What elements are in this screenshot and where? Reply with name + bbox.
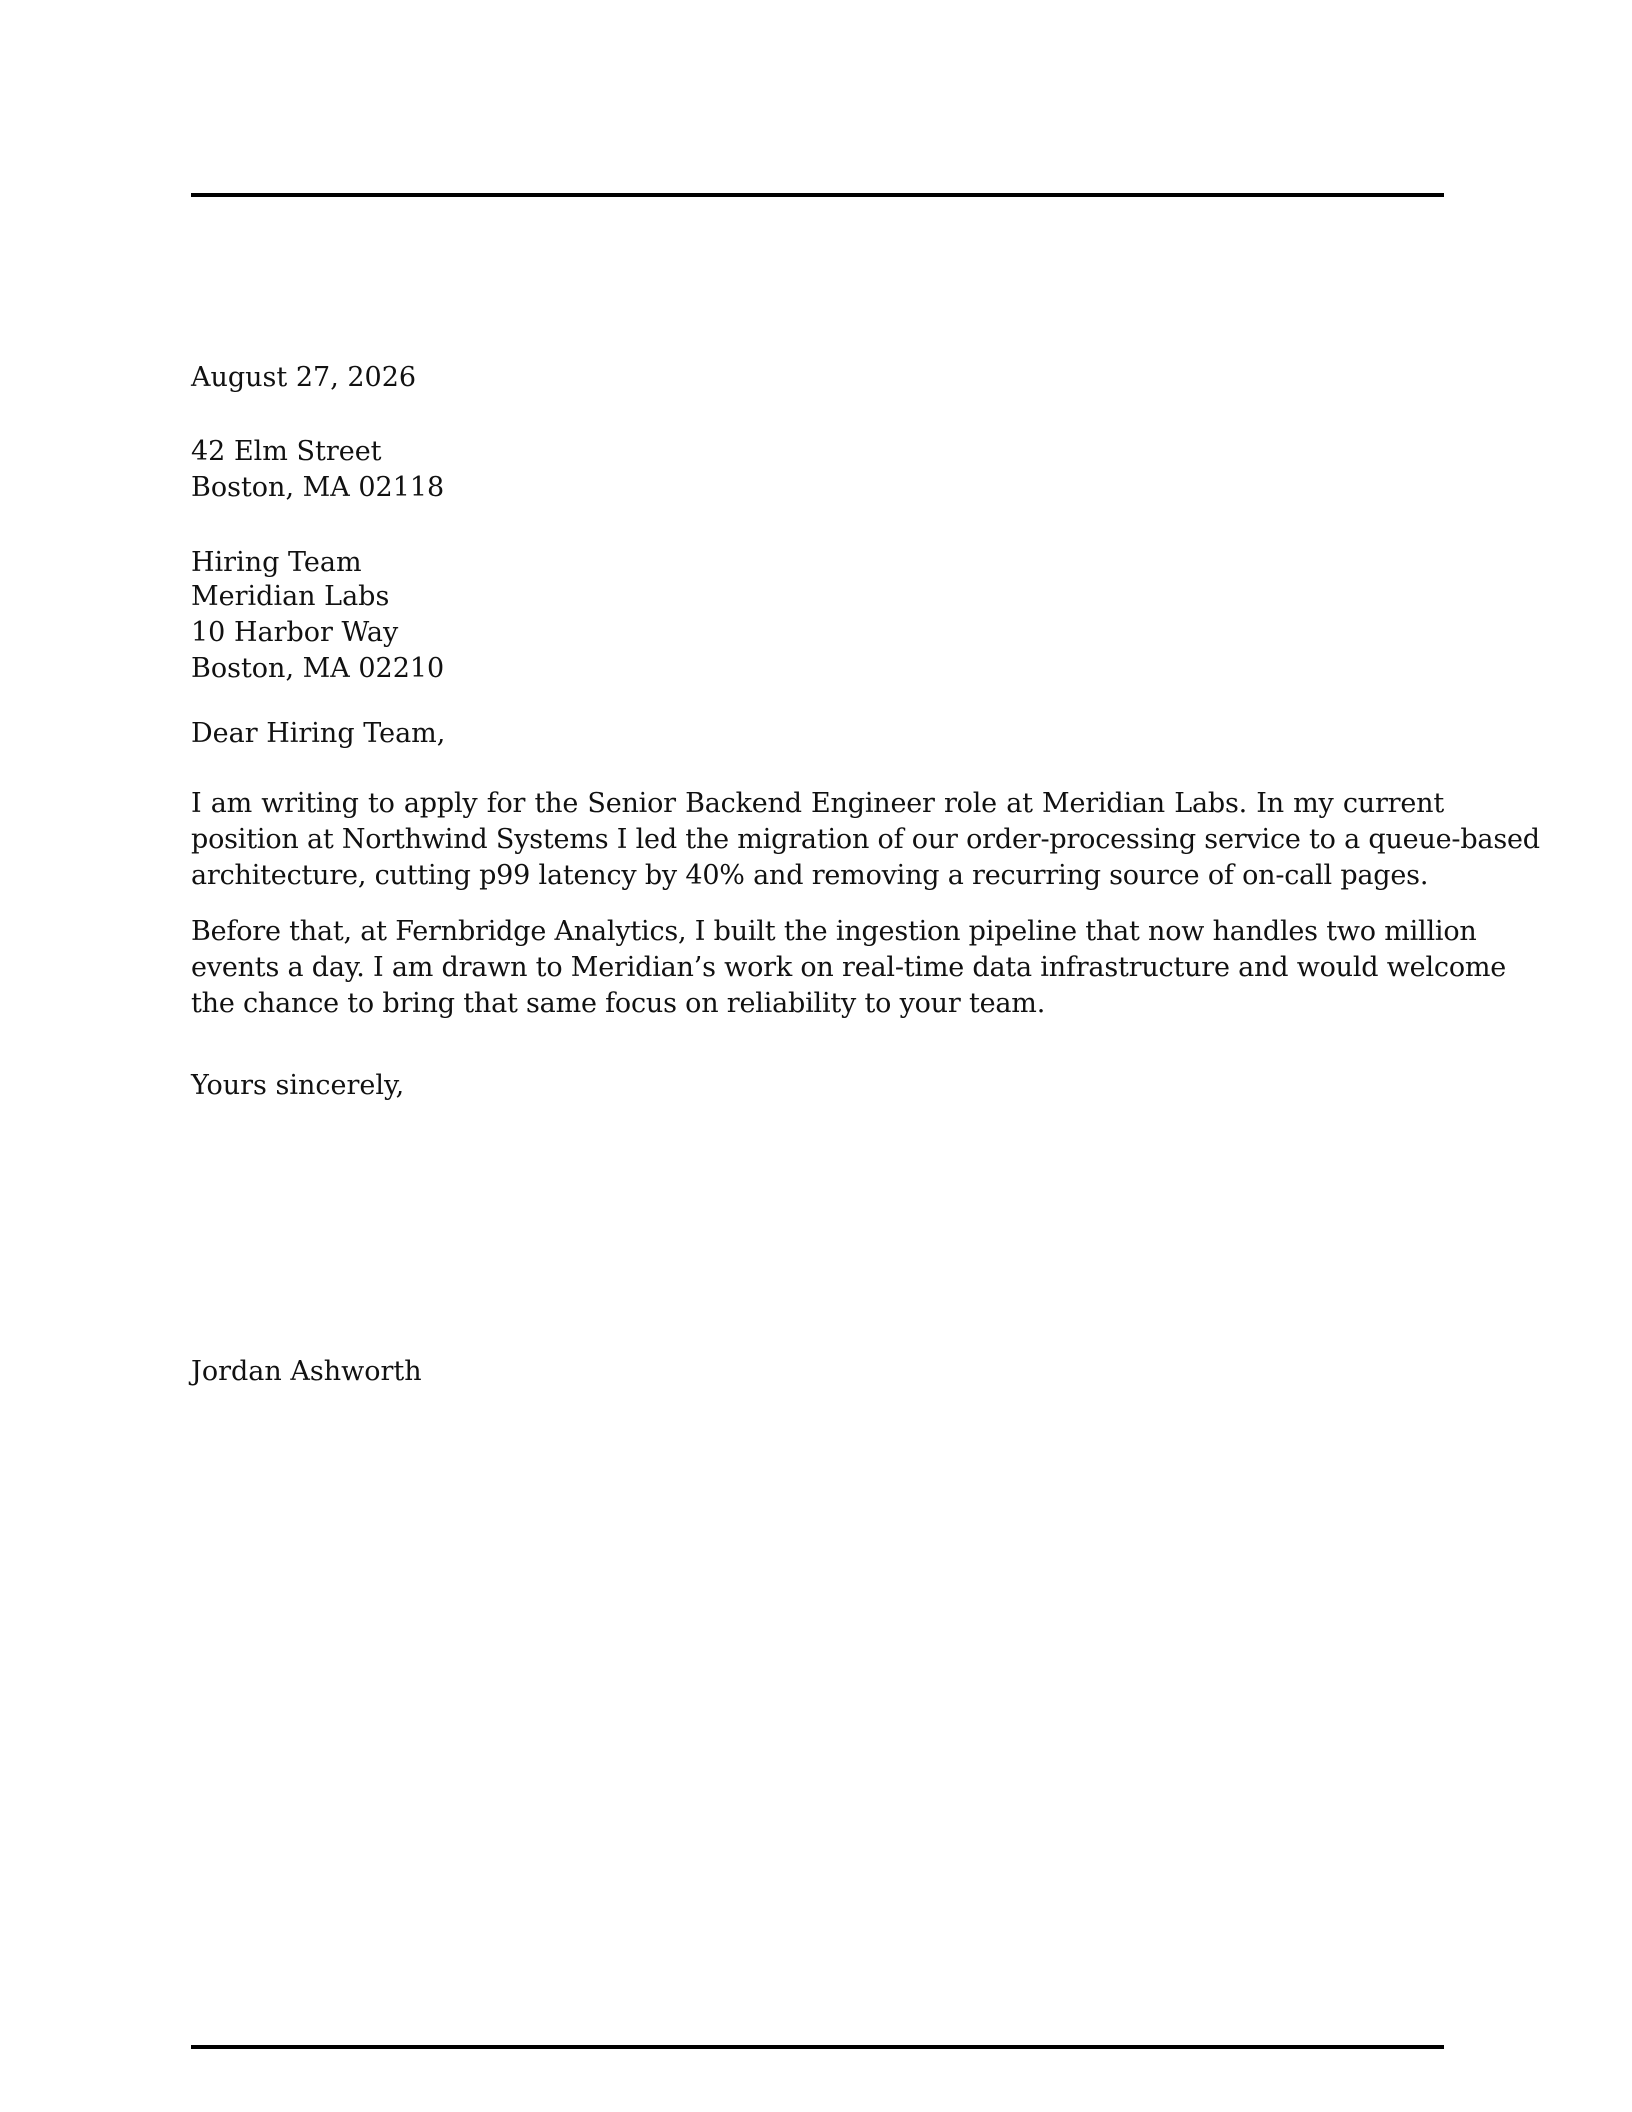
recipient-address-line: Boston, MA 02210 <box>191 653 445 684</box>
signature-name: Jordan Ashworth <box>191 1356 422 1387</box>
letter-date <box>191 360 1444 396</box>
body-paragraph-2 <box>191 914 1507 1022</box>
salutation-text: Dear Hiring Team, <box>191 718 446 749</box>
recipient-address-line: Meridian Labs <box>191 581 390 612</box>
paragraph-line: the chance to bring that same focus on reliability to your team. <box>191 988 1046 1019</box>
paragraph-line: events a day. I am drawn to Meridian’s work on real-time data infrastructure and would welcome <box>191 952 1507 983</box>
bottom-rule <box>191 2045 1444 2049</box>
recipient-address <box>191 547 1444 687</box>
paragraph-line: architecture, cutting p99 latency by 40% and removing a recurring source of on-call pages. <box>191 860 1429 891</box>
body-paragraph-1 <box>191 786 1540 894</box>
sender-address-line: 42 Elm Street <box>191 436 382 467</box>
signature <box>191 1354 1444 1390</box>
sender-address <box>191 434 1444 506</box>
sender-address-line: Boston, MA 02118 <box>191 472 445 503</box>
paragraph-line: Before that, at Fernbridge Analytics, I built the ingestion pipeline that now handles two million <box>191 916 1477 947</box>
salutation <box>191 716 1444 752</box>
recipient-address-line: 10 Harbor Way <box>191 617 399 648</box>
date-text: August 27, 2026 <box>191 362 417 393</box>
closing-text: Yours sincerely, <box>191 1070 405 1101</box>
recipient-address-line: Hiring Team <box>191 547 362 578</box>
closing <box>191 1068 1444 1104</box>
paragraph-line: position at Northwind Systems I led the migration of our order-processing service to a queue-based <box>191 824 1540 855</box>
top-rule <box>191 193 1444 197</box>
paragraph-line: I am writing to apply for the Senior Backend Engineer role at Meridian Labs. In my current <box>191 788 1444 819</box>
